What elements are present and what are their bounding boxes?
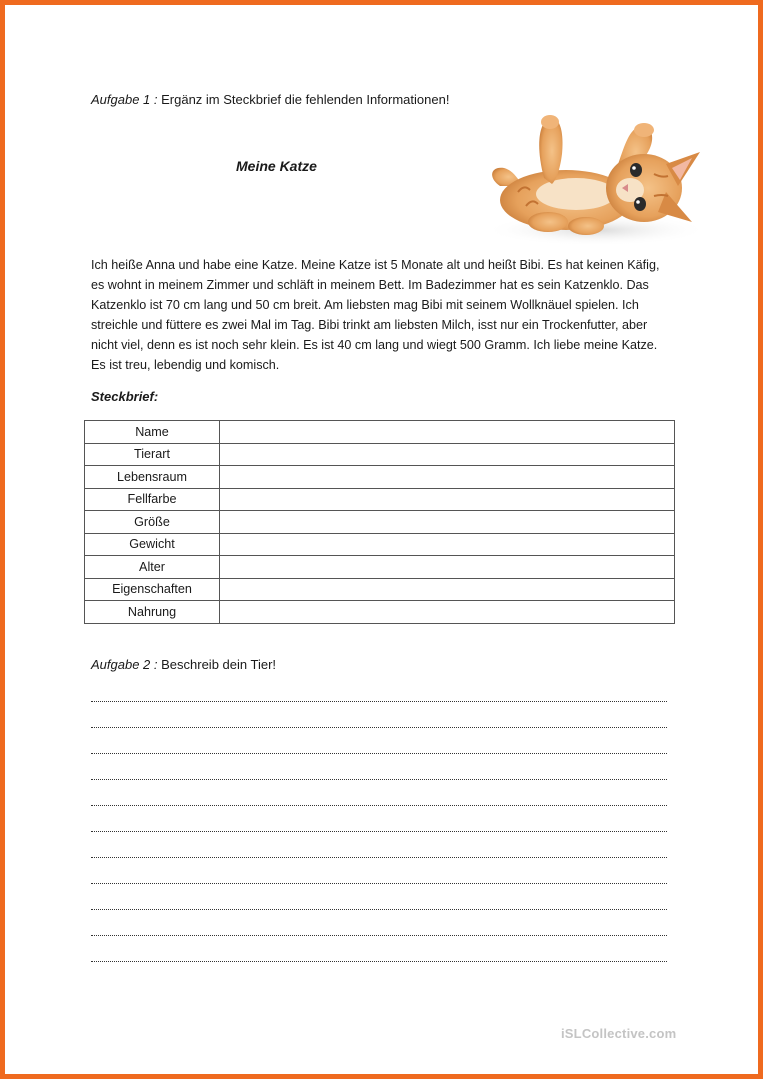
answer-cell-fellfarbe[interactable] [220, 488, 675, 511]
dotted-writing-line[interactable] [91, 910, 667, 936]
watermark: iSLCollective.com [561, 1026, 677, 1041]
dotted-writing-line[interactable] [91, 936, 667, 962]
table-row [85, 488, 675, 511]
story-paragraph [91, 255, 681, 375]
dotted-writing-line[interactable] [91, 806, 667, 832]
story-line: Es ist treu, lebendig und komisch. [91, 358, 280, 372]
answer-cell-groesse[interactable] [220, 511, 675, 534]
writing-lines [91, 690, 667, 962]
dotted-writing-line[interactable] [91, 754, 667, 780]
dotted-writing-line[interactable] [91, 858, 667, 884]
story-line: Ich heiße Anna und habe eine Katze. Meine Katze ist 5 Monate alt und heißt Bibi. Es hat keinen Käfig, [91, 258, 660, 272]
row-label-gewicht: Gewicht [85, 533, 220, 556]
dotted-writing-line[interactable] [91, 832, 667, 858]
answer-cell-eigenschaften[interactable] [220, 578, 675, 601]
kitten-image [478, 108, 710, 250]
dotted-writing-line[interactable] [91, 884, 667, 910]
dotted-writing-line[interactable] [91, 690, 667, 702]
worksheet-title: Meine Katze [236, 158, 317, 174]
table-row [85, 466, 675, 489]
dotted-writing-line[interactable] [91, 702, 667, 728]
task-1-heading [91, 92, 449, 107]
table-row [85, 443, 675, 466]
table-row [85, 511, 675, 534]
row-label-nahrung: Nahrung [85, 601, 220, 624]
row-label-lebensraum: Lebensraum [85, 466, 220, 489]
task-2-label: Aufgabe 2 : [91, 657, 158, 672]
story-line: es wohnt in meinem Zimmer und schläft in meinem Bett. Im Badezimmer hat es sein Katzenklo. Das [91, 278, 649, 292]
steckbrief-heading: Steckbrief: [91, 389, 159, 404]
table-row [85, 601, 675, 624]
answer-cell-lebensraum[interactable] [220, 466, 675, 489]
task-2-instruction: Beschreib dein Tier! [157, 657, 277, 672]
answer-cell-nahrung[interactable] [220, 601, 675, 624]
table-row [85, 556, 675, 579]
dotted-writing-line[interactable] [91, 728, 667, 754]
task-2-heading [91, 657, 276, 672]
steckbrief-table [84, 420, 675, 624]
story-line: streichle und füttere es zwei Mal im Tag. Bibi trinkt am liebsten Milch, isst nur ein Trockenfutter, aber [91, 318, 648, 332]
table-row [85, 578, 675, 601]
task-1-instruction: Ergänz im Steckbrief die fehlenden Informationen! [157, 92, 450, 107]
dotted-writing-line[interactable] [91, 780, 667, 806]
story-line: nicht viel, denn es ist noch sehr klein. Es ist 40 cm lang und wiegt 500 Gramm. Ich liebe meine Katze. [91, 338, 658, 352]
row-label-groesse: Größe [85, 511, 220, 534]
table-row [85, 533, 675, 556]
table-row [85, 421, 675, 444]
answer-cell-gewicht[interactable] [220, 533, 675, 556]
answer-cell-tierart[interactable] [220, 443, 675, 466]
answer-cell-name[interactable] [220, 421, 675, 444]
story-line: Katzenklo ist 70 cm lang und 50 cm breit. Am liebsten mag Bibi mit seinem Wollknäuel spielen. Ich [91, 298, 639, 312]
row-label-alter: Alter [85, 556, 220, 579]
row-label-fellfarbe: Fellfarbe [85, 488, 220, 511]
answer-cell-alter[interactable] [220, 556, 675, 579]
row-label-tierart: Tierart [85, 443, 220, 466]
row-label-name: Name [85, 421, 220, 444]
task-1-label: Aufgabe 1 : [91, 92, 158, 107]
row-label-eigenschaften: Eigenschaften [85, 578, 220, 601]
